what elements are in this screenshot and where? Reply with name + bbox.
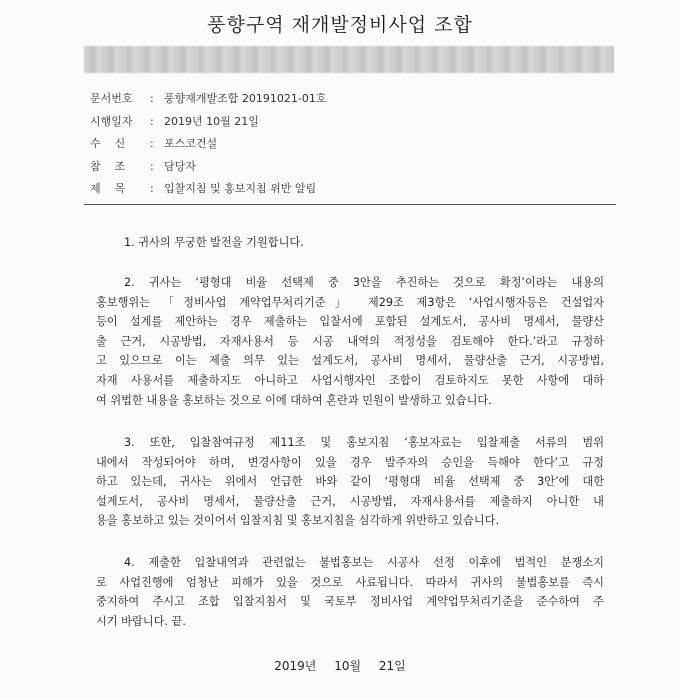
paragraph-3 xyxy=(96,433,604,531)
paragraph-line: 중지하여 주시고 조합 입찰지침서 및 국토부 정비사업 계약업무처리기준을 준수하여 주 xyxy=(96,595,604,609)
meta-key: 시행일자 xyxy=(90,114,133,128)
paragraph-line: 내에서 작성되어야 하며, 변경사항이 있을 경우 발주자의 승인을 득해야 한다’고 규정 xyxy=(96,455,604,469)
paragraph-line: 4. 제출한 입찰내역과 관련없는 불법홍보는 시공사 선정 이후에 법적인 분쟁소지 xyxy=(124,556,604,569)
paragraph-line: 설계도서, 공사비 명세서, 물량산출 근거, 시공방법, 자재사용서를 제출하지 아니한 내 xyxy=(96,494,604,508)
paragraph-line: 홍보행위는 「정비사업 계약업무처리기준」 제29조 제3항은 ‘사업시행자등은 건설업자 xyxy=(96,295,604,309)
meta-key: 참 조 xyxy=(90,159,126,173)
paragraph-line: 2. 귀사는 ‘평형대 비율 선택제 중 3안을 추진하는 것으로 확정’이라는 내용의 xyxy=(124,276,604,289)
divider-line xyxy=(84,204,616,205)
paragraph-4 xyxy=(96,553,604,631)
paragraph-line: 1. 귀사의 무궁한 발전을 기원합니다. xyxy=(124,236,304,249)
meta-row-reference: 참 조 : 담당자 xyxy=(90,156,610,179)
meta-value: 2019년 10월 21일 xyxy=(164,114,259,128)
paragraph-line: 로 사업진행에 엄청난 피해가 있을 것으로 사료됩니다. 따라서 귀사의 불법홍보를 즉시 xyxy=(96,575,604,589)
document-title: 풍향구역 재개발정비사업 조합 xyxy=(207,14,473,36)
paragraph-line: 시기 바랍니다. 끝. xyxy=(96,614,186,628)
meta-value: 풍향재개발조합 20191021-01호 xyxy=(164,92,327,105)
redacted-block xyxy=(84,46,614,73)
paragraph-line: 용을 홍보하고 있는 것이어서 입찰지침 및 홍보지침을 심각하게 위반하고 있습니다. xyxy=(96,514,500,528)
document-meta xyxy=(90,88,610,201)
meta-key: 제 목 xyxy=(90,182,126,195)
paragraph-line: 자재 사용서를 제출하지도 아니하고 사업시행자인 조합이 검토하지도 못한 사항에 대하 xyxy=(96,373,604,387)
meta-key: 수 신 xyxy=(90,137,126,150)
paragraph-line: 3. 또한, 입찰참여규정 제11조 및 홍보지침 ‘홍보자료는 입찰제출 서류의 범위 xyxy=(124,436,604,449)
meta-row-date: 시행일자 : 2019년 10월 21일 xyxy=(90,111,610,134)
paragraph-2 xyxy=(96,273,604,410)
meta-key: 문서번호 xyxy=(90,92,133,105)
document-date: 2019년 10월 21일 xyxy=(274,659,406,673)
meta-value: 포스코건설 xyxy=(164,137,218,150)
meta-row-subject: 제 목 : 입찰지침 및 홍보지침 위반 알림 xyxy=(90,178,610,201)
meta-value: 입찰지침 및 홍보지침 위반 알림 xyxy=(164,182,317,195)
paragraph-1 xyxy=(96,233,604,253)
paragraph-line: 고 있으므로 이는 제출 의무 있는 설계도서, 공사비 명세서, 물량산출 근거, 시공방법, xyxy=(96,354,604,368)
meta-row-doc-number: 문서번호 : 풍향재개발조합 20191021-01호 xyxy=(90,88,610,111)
meta-row-recipient: 수 신 : 포스코건설 xyxy=(90,133,610,156)
paragraph-line: 여 위법한 내용을 홍보하는 것으로 이에 대하여 혼란과 민원이 발생하고 있습니다. xyxy=(96,393,492,407)
meta-value: 담당자 xyxy=(164,159,196,173)
paragraph-line: 하고 있는데, 귀사는 위에서 언급한 바와 같이 ‘평형대 비율 선택제 중 3안’에 대한 xyxy=(96,475,604,489)
paragraph-line: 출 근거, 시공방법, 자재사용서 등 시공 내역의 적정성을 검토해야 한다.’라고 규정하 xyxy=(96,334,604,348)
paragraph-line: 등이 설계를 제안하는 경우 제출하는 입찰서에 포함된 설계도서, 공사비 명세서, 물량산 xyxy=(96,315,604,329)
